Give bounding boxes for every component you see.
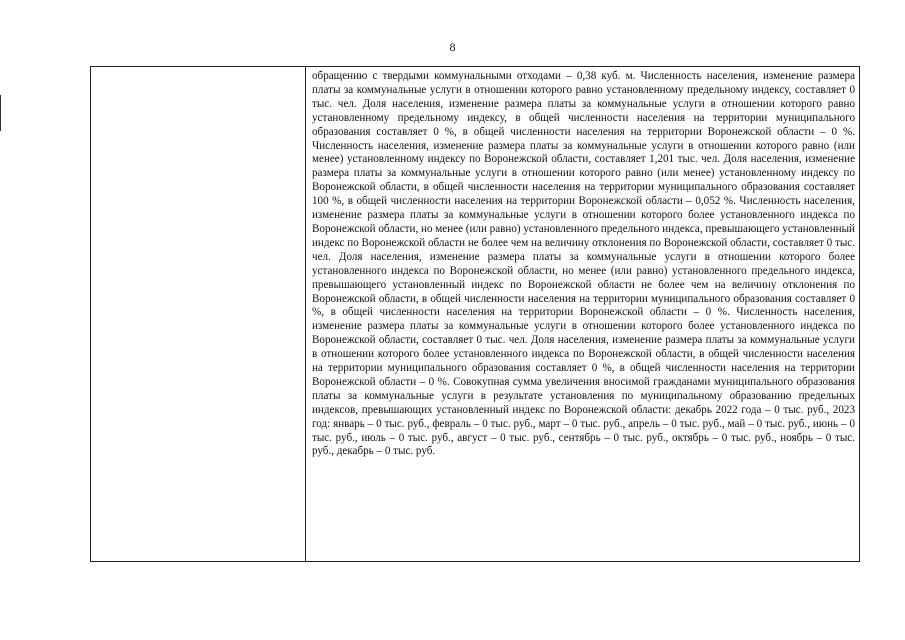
table-right-cell	[306, 67, 859, 561]
page-number: 8	[449, 40, 456, 54]
table-cell-text: обращению с твердыми коммунальными отходами – 0,38 куб. м. Численность населения, изменение размера платы за коммунальные услуги в отношении которого равно установленному предельному индексу, составляет 0 тыс. чел. Доля населения, изменение размера платы за коммунальные услуги в отношении которого равно установленному предельному индексу, в общей численности населения на территории муниципального образования составляет 0 %, в общей численности населения на территории Воронежской области – 0 %. Численность населения, изменение размера платы за коммунальные услуги в отношении которого равно (или менее) установленному индексу по Воронежской области, составляет 1,201 тыс. чел. Доля населения, изменение размера платы за коммунальные услуги в отношении которого равно (или менее) установленному индексу по Воронежской области, в общей численности населения на территории муниципального образования составляет 100 %, в общей численности населения на территории Воронежской области – 0,052 %. Численность населения, изменение размера платы за коммунальные услуги в отношении которого более установленного индекса по Воронежской области, но менее (или равно) установленного предельного индекса, превышающего установленный индекс по Воронежской области не более чем на величину отклонения по Воронежской области, составляет 0 тыс. чел. Доля населения, изменение размера платы за коммунальные услуги в отношении которого более установленного индекса по Воронежской области, но менее (или равно) установленного предельного индекса, превышающего установленный индекс по Воронежской области не более чем на величину отклонения по Воронежской области, в общей численности населения на территории муниципального образования составляет 0 %, в общей численности населения на территории Воронежской области – 0 %. Численность населения, изменение размера платы за коммунальные услуги в отношении которого более установленного индекса по Воронежской области, составляет 0 тыс. чел. Доля населения, изменение размера платы за коммунальные услуги в отношении которого более установленного индекса по Воронежской области, в общей численности населения на территории муниципального образования составляет 0 %, в общей численности населения на территории Воронежской области – 0 %. Совокупная сумма увеличения вносимой гражданами муниципального образования платы за коммунальные услуги в результате установления по муниципальному образованию предельных индексов, превышающих установленный индекс по Воронежской области: декабрь 2022 года – 0 тыс. руб., 2023 год: январь – 0 тыс. руб., февраль – 0 тыс. руб., март – 0 тыс. руб., апрель – 0 тыс. руб., май – 0 тыс. руб., июнь – 0 тыс. руб., июль – 0 тыс. руб., август – 0 тыс. руб., сентябрь – 0 тыс. руб., октябрь – 0 тыс. руб., ноябрь – 0 тыс. руб., декабрь – 0 тыс. руб.	[312, 70, 855, 458]
document-table	[90, 66, 860, 562]
table-left-cell	[91, 67, 306, 561]
scan-edge-line	[0, 95, 1, 131]
